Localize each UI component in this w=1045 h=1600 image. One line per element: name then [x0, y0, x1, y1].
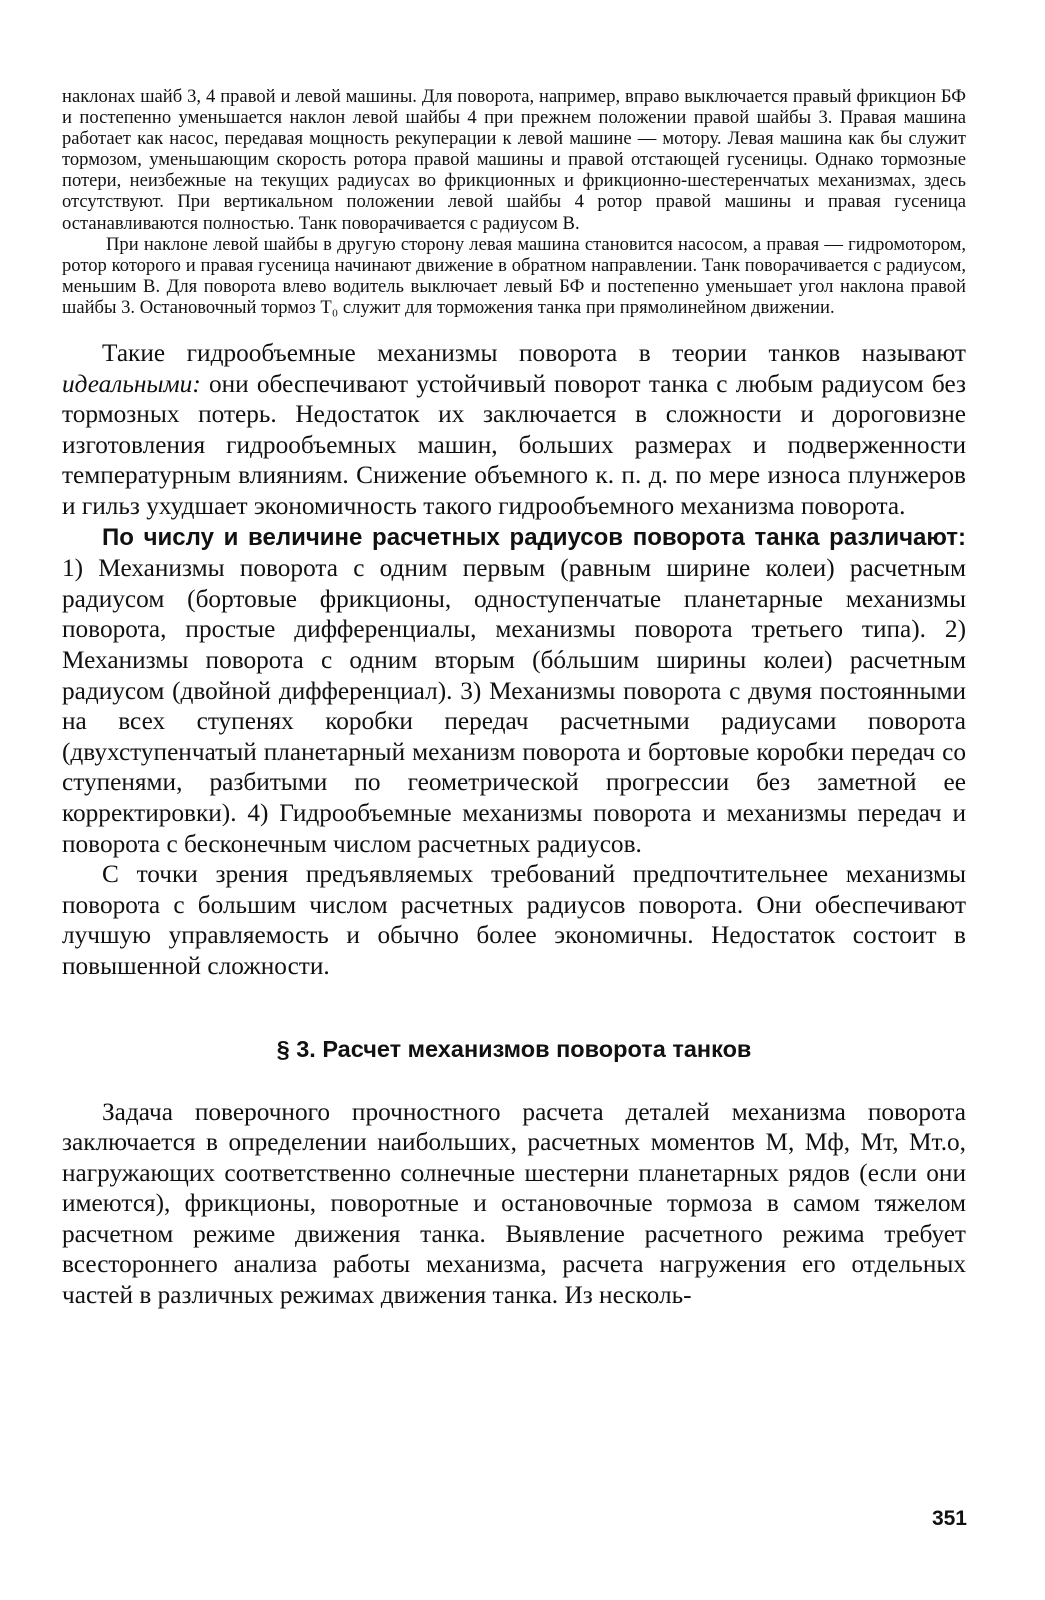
preference-paragraph: С точки зрения предъявляемых требований предпочтительнее механизмы поворота с большим числом расчетных радиусов поворота. Они обеспечивают лучшую управляемость и обычно более экономичны. Недостаток состоит в повышенной сложности.: [62, 860, 966, 980]
paragraph-text: Такие гидрообъемные механизмы поворота в теории танков называют: [102, 339, 966, 368]
small-print-paragraph-2: При наклоне левой шайбы в другую сторону левая машина становится насосом, а правая — гидромотором, ротор которого и правая гусеница начинают движение в обратном направлении. Танк поворачивается с радиусом, меньшим В. Для поворота влево водитель выключает левый БФ и постепенно уменьшает угол наклона правой шайбы 3. Остановочный тормоз T₀ служит для торможения танка при прямолинейном движении.: [62, 233, 966, 318]
bold-lead-in: По числу и величине расчетных радиусов поворота танка различают:: [102, 523, 966, 551]
calculation-task-paragraph: Задача поверочного прочностного расчета деталей механизма поворота заключается в определении наибольших, расчетных моментов M, Mф, Mт, Mт.о, нагружающих соответственно солнечные шестерни планетарных рядов (если они имеются), фрикционы, поворотные и остановочные тормоза в самом тяжелом расчетном режиме движения танка. Выявление расчетного режима требует всестороннего анализа работы механизма, расчета нагружения его отдельных частей в различных режимах движения танка. Из несколь-: [62, 1097, 966, 1310]
paragraph-text: они обеспечивают устойчивый поворот танка с любым радиусом без тормозных потерь. Недостаток их заключается в сложности и дороговизне изготовления гидрообъемных машин, больших размерах и подверженности температурным влияниям. Снижение объемного к. п. д. по мере износа плунжеров и гильз ухудшает экономичность такого гидрообъемного механизма поворота.: [62, 369, 966, 520]
italic-term: идеальными:: [62, 369, 201, 398]
paragraph-spacer: [62, 318, 966, 338]
classification-paragraph: [62, 522, 966, 860]
page-number: 351: [931, 1507, 967, 1530]
ideal-mechanisms-paragraph: [62, 338, 966, 522]
page-body: [62, 86, 966, 1311]
paragraph-text: 1) Механизмы поворота с одним первым (равным ширине колеи) расчетным радиусом (бортовые фрикционы, одноступенчатые планетарные механизмы поворота, простые дифференциалы, механизмы поворота третьего типа). 2) Механизмы поворота с одним вторым (бóльшим ширины колеи) расчетным радиусом (двойной дифференциал). 3) Механизмы поворота с двумя постоянными на всех ступенях коробки передач расчетными радиусами поворота (двухступенчатый планетарный механизм поворота и бортовые коробки передач со ступенями, разбитыми по геометрической прогрессии без заметной ее корректировки). 4) Гидрообъемные механизмы поворота и механизмы передач и поворота с бесконечным числом расчетных радиусов.: [62, 554, 966, 858]
small-print-paragraph-1: наклонах шайб 3, 4 правой и левой машины. Для поворота, например, вправо выключается правый фрикцион БФ и постепенно уменьшается наклон левой шайбы 4 при прежнем положении правой шайбы 3. Правая машина работает как насос, передавая мощность рекуперации к левой машине — мотору. Левая машина как бы служит тормозом, уменьшающим скорость ротора правой машины и правой отстающей гусеницы. Однако тормозные потери, неизбежные на текущих радиусах во фрикционных и фрикционно-шестеренчатых механизмах, здесь отсутствуют. При вертикальном положении левой шайбы 4 ротор правой машины и правая гусеница останавливаются полностью. Танк поворачивается с радиусом В.: [62, 86, 966, 234]
section-heading: § 3. Расчет механизмов поворота танков: [276, 1035, 752, 1062]
